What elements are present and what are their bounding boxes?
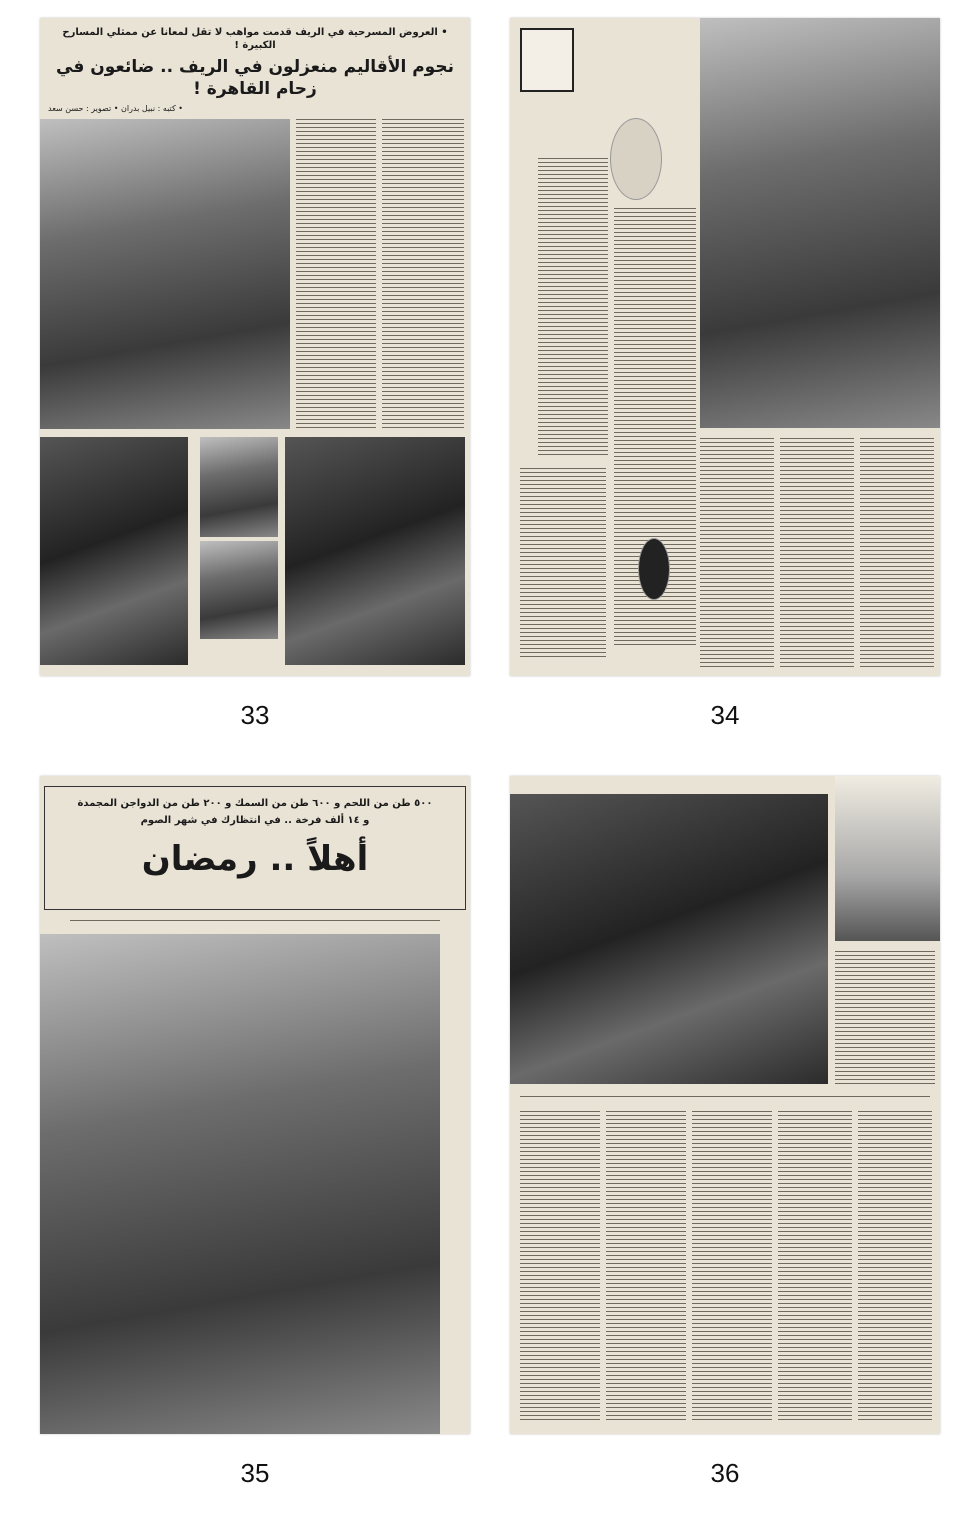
page-body (40, 119, 470, 676)
column-logo-icon (520, 28, 574, 92)
magazine-page-36[interactable] (510, 776, 940, 1434)
page-headline: أهلاً .. رمضان (141, 839, 369, 879)
deck-line: ٥٠٠ طن من اللحم و ٦٠٠ طن من السمك و ٢٠٠ طن من الدواجن المجمدة (77, 798, 433, 809)
photo-actor-portrait (200, 541, 278, 639)
text-column (780, 438, 854, 668)
text-column (538, 158, 608, 458)
byline: • كتبه : نبيل بدران • تصوير : حسن سعد (48, 104, 184, 114)
photo-minaret (835, 776, 940, 941)
text-column (858, 1111, 932, 1421)
magazine-page-33[interactable] (40, 18, 470, 676)
caption-line (70, 920, 440, 924)
headline-box (44, 786, 466, 910)
text-column (382, 119, 464, 429)
photo-actress-portrait (200, 437, 278, 537)
photo-child-lantern (510, 794, 828, 1084)
deck-line: و ١٤ ألف فرخة .. في انتظارك في شهر الصوم (140, 815, 370, 826)
caricature-illustration (610, 118, 662, 200)
page-number: 36 (710, 1458, 740, 1488)
photo-actress-stage (40, 119, 290, 429)
caption-line (520, 1096, 930, 1099)
page-subtitle: • العروض المسرحية في الريف قدمت مواهب لا تقل لمعانا عن ممثلي المسارح الكبيرة ! (62, 27, 448, 51)
text-column (692, 1111, 772, 1421)
magazine-page-35[interactable] (40, 776, 470, 1434)
text-column (606, 1111, 686, 1421)
magazine-page-34[interactable] (510, 18, 940, 676)
text-column (296, 119, 376, 429)
woman-illustration (638, 538, 670, 600)
text-column (835, 951, 935, 1086)
page-number: 34 (710, 700, 740, 730)
photo-group-audience (285, 437, 465, 665)
page-number: 33 (240, 700, 270, 730)
text-column (778, 1111, 852, 1421)
page-headline: نجوم الأقاليم منعزلون في الريف .. ضائعون في زحام القاهرة ! (56, 57, 454, 100)
page-number: 35 (240, 1458, 270, 1488)
page-body (40, 910, 470, 1434)
photo-actor-turban (40, 437, 188, 665)
text-column (860, 438, 934, 668)
text-column (520, 1111, 600, 1421)
text-column (700, 438, 774, 668)
page-header (40, 18, 470, 119)
photo-mosque-prayer (40, 934, 440, 1434)
text-column (520, 468, 606, 658)
photo-couple-costume (700, 18, 940, 428)
